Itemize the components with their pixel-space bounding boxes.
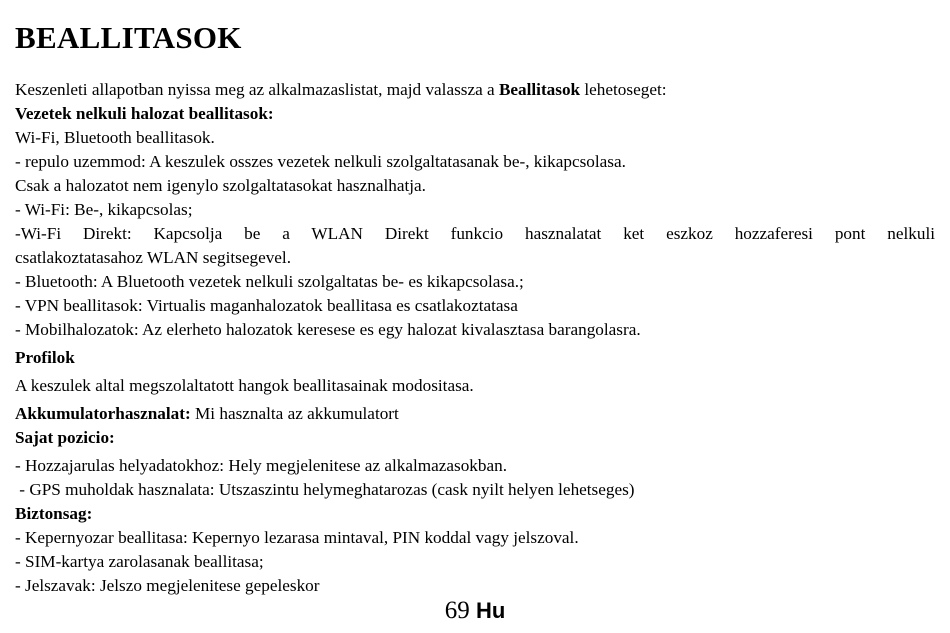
wifi-direct-line-1: -Wi-Fi Direkt: Kapcsolja be a WLAN Direkt funkcio hasznalatat ket eszkoz hozzaferesi pont nelkuli (15, 224, 935, 243)
wireless-line: Wi-Fi, Bluetooth beallitasok. (15, 128, 215, 147)
profiles-heading: Profilok (15, 348, 75, 367)
page-title: BEALLITASOK (15, 20, 242, 55)
security-line: - Jelszavak: Jelszo megjelenitese gepeleskor (15, 576, 320, 595)
location-heading: Sajat pozicio: (15, 428, 115, 447)
profiles-text: A keszulek altal megszolaltatott hangok beallitasainak modositasa. (15, 376, 474, 395)
page-body (15, 78, 935, 598)
intro-bold-term: Beallitasok (498, 80, 581, 99)
wireless-line: - Bluetooth: A Bluetooth vezetek nelkuli szolgaltatas be- es kikapcsolasa.; (15, 272, 524, 291)
intro-text-before: Keszenleti allapotban nyissa meg az alkalmazaslistat, majd valassza a (15, 80, 499, 99)
wireless-heading: Vezetek nelkuli halozat beallitasok: (15, 104, 274, 123)
page-footer (0, 598, 950, 623)
security-heading: Biztonsag: (15, 504, 93, 523)
wireless-line: - repulo uzemmod: A keszulek osszes vezetek nelkuli szolgaltatasanak be-, kikapcsolasa. (15, 152, 626, 171)
wireless-line: - Wi-Fi: Be-, kikapcsolas; (15, 200, 193, 219)
battery-text: Mi hasznalta az akkumulatort (190, 404, 399, 423)
security-line: - Kepernyozar beallitasa: Kepernyo lezarasa mintaval, PIN koddal vagy jelszoval. (15, 528, 579, 547)
battery-heading: Akkumulatorhasznalat: (15, 404, 191, 423)
security-line: - SIM-kartya zarolasanak beallitasa; (15, 552, 264, 571)
battery-line (15, 402, 935, 426)
location-line: - GPS muholdak hasznalata: Utszaszintu helymeghatarozas (cask nyilt helyen lehetseges) (15, 480, 635, 499)
wireless-line: - VPN beallitasok: Virtualis maganhalozatok beallitasa es csatlakoztatasa (15, 296, 518, 315)
wifi-direct-line-2: csatlakoztatasahoz WLAN segitsegevel. (15, 248, 292, 267)
location-line: - Hozzajarulas helyadatokhoz: Hely megjelenitese az alkalmazasokban. (15, 456, 508, 475)
language-code: Hu (475, 598, 506, 623)
page-number: 69 (444, 597, 470, 624)
wireless-line: Csak a halozatot nem igenylo szolgaltatasokat hasznalhatja. (15, 176, 426, 195)
intro-text-after: lehetoseget: (580, 80, 667, 99)
wireless-line: - Mobilhalozatok: Az elerheto halozatok keresese es egy halozat kivalasztasa barangolasra. (15, 320, 641, 339)
intro-paragraph (15, 78, 935, 102)
